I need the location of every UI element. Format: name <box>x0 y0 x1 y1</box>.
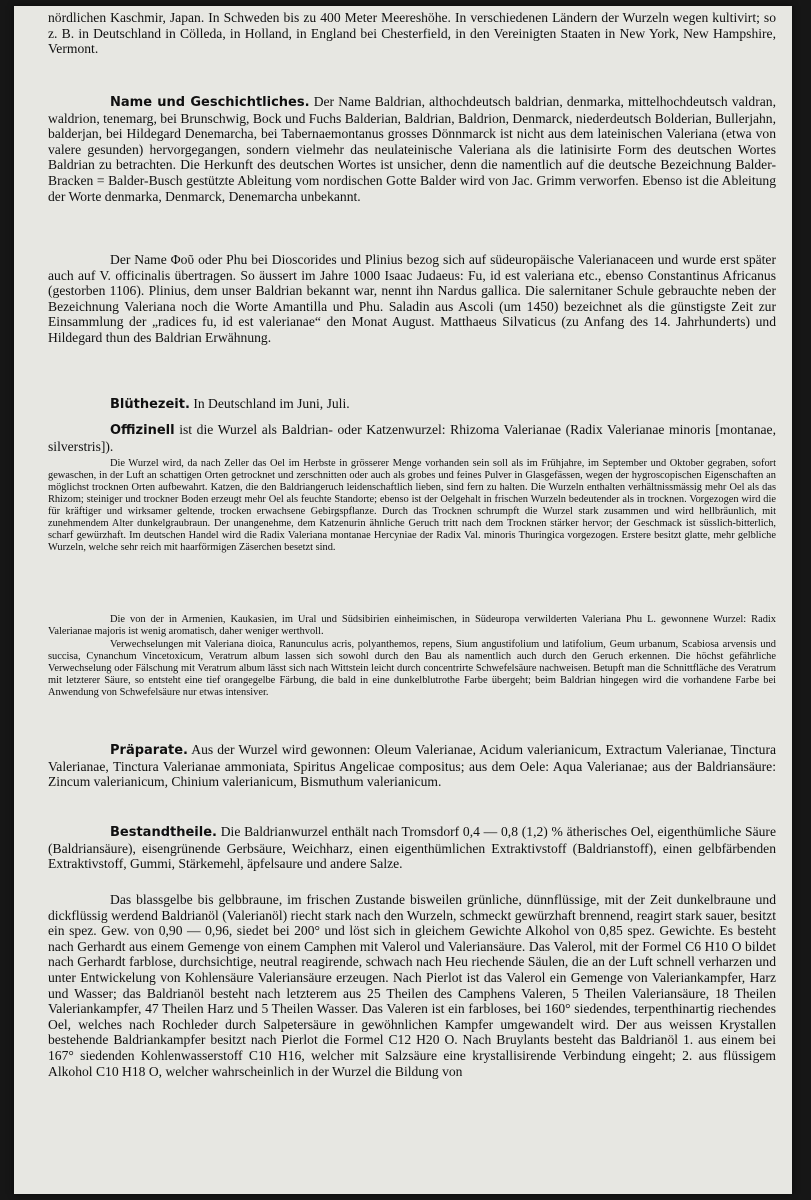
bestandtheile-paragraph <box>48 824 776 872</box>
bluethezeit-paragraph <box>48 396 776 413</box>
harvest-note: Die Wurzel wird, da nach Zeller das Oel im Herbste in grösserer Menge vorhanden sein soll als im Frühjahre, im September und Oktober gegraben, sofort gewaschen, in der Luft an schattigen Orten getrocknet und zerschnitten oder auch als grobes und feines Pulver in Glasgefässen, wegen der hygroscopischen Eigenschaften an möglichst trocknen Orten aufbewahrt. Katzen, die den Baldriangeruch leidenschaftlich lieben, sind fern zu halten. Die Wurzeln enthalten verhältnissmässig mehr Oel als das Rhizom; steiniger und trockner Boden erzeugt mehr Oel als feuchte Standorte; ebenso ist der Oelgehalt in frischen Wurzeln bedeutender als in trocknen. Vorgezogen wird die für kräftiger und wirksamer geltende, trocken erwachsene Gebirgspflanze. Durch das Trocknen schrumpft die Wurzel stark zusammen und wird hellbräunlich, mit zunehmendem Alter dunkelgraubraun. Der unangenehme, dem Katzenurin ähnliche Geruch tritt nach dem Trocknen stärker hervor; der Geschmack ist süsslich-bitterlich, scharf gewürzhaft. Im deutschen Handel wird die Radix Valeriana montanae Hercyniae der Radix Val. minoris Thuringica vorgezogen. Erstere besitzt glatte, mehr gelbliche Wurzeln, welche sehr reich mit haarförmigen Zäserchen besetzt sind. <box>48 458 776 553</box>
offizinell-text: ist die Wurzel als Baldrian- oder Katzenwurzel: Rhizoma Valerianae (Radix Valerianae minoris [montanae, silverstris]). <box>48 422 776 454</box>
praeparate-paragraph <box>48 742 776 790</box>
offizinell-heading: Offizinell <box>110 423 175 438</box>
praeparate-text: Aus der Wurzel wird gewonnen: Oleum Valerianae, Acidum valerianicum, Extractum Valerianae, Tinctura Valerianae, Tinctura Valerianae ammoniata, Spiritus Angelicae compositus; aus dem Oele: Aqua Valerianae; aus der Baldriansäure: Zincum valerianicum, Chinium valerianicum, Bismuthum valerianicum. <box>48 742 777 790</box>
intro-paragraph: nördlichen Kaschmir, Japan. In Schweden bis zu 400 Meter Meereshöhe. In verschiedenen Ländern der Wurzeln wegen kultivirt; so z. B. in Deutschland in Cölleda, in Holland, in England bei Chesterfield, in den Vereinigten Staaten in New York, New Hampshire, Vermont. <box>48 10 776 57</box>
praeparate-heading: Präparate. <box>110 743 188 758</box>
bluethezeit-heading: Blüthezeit. <box>110 397 190 412</box>
phu-root-note: Die von der in Armenien, Kaukasien, im Ural und Südsibirien einheimischen, in Südeuropa verwilderten Valeriana Phu L. gewonnene Wurzel: Radix Valerianae majoris ist wenig aromatisch, daher weniger werthvoll. <box>48 614 776 637</box>
baldrianoel-paragraph: Das blassgelbe bis gelbbraune, im frischen Zustande bisweilen grünliche, dünnflüssige, mit der Zeit dunkelbraune und dickflüssig werdend Baldrianöl (Valerianöl) riecht stark nach den Wurzeln, schmeckt gewürzhaft brennend, reagirt stark sauer, besitzt ein spez. Gew. von 0,90 — 0,96, siedet bei 200° und löst sich in gleichem Gewichte Alkohol von 0,85 spez. Gewichte. Es besteht nach Gerhardt aus einem Gemenge von einem Camphen mit Valerol und Valeriansäure. Das Valerol, mit der Formel C6 H10 O bildet nach Gerhardt farblose, durchsichtige, neutral reagirende, schwach nach Heu riechende Säulen, die an der Luft schnell verharzen und unter Entwickelung von Kohlensäure Valeriansäure erzeugen. Nach Pierlot ist das Valerol ein Gemenge von Valeriankampfer, Harz und Wasser; das Baldrianöl besteht nach letzterem aus 25 Theilen des Camphens Valeren, 5 Theilen Valeriansäure, 18 Theilen Valeriankampfer, 47 Theilen Harz und 5 Theilen Wasser. Das Valeren ist ein farbloses, bei 160° siedendes, terpenthinartig riechendes Oel, welches nach Rochleder durch Salpetersäure in gewöhnlichen Kampfer umgewandelt wird. Der aus weissen Krystallen bestehende Baldriankampfer besitzt nach Pierlot die Formel C12 H20 O. Nach Bruylants besteht das Baldrianöl 1. aus einem bei 167° siedenden Kohlenwasserstoff C10 H16, welcher mit Salzsäure eine krystallisirende Verbindung eingeht; 2. aus flüssigem Alkohol C10 H18 O, welcher wahrscheinlich in der Wurzel die Bildung von <box>48 892 776 1079</box>
bestandtheile-text: Die Baldrianwurzel enthält nach Tromsdorf 0,4 — 0,8 (1,2) % ätherisches Oel, eigenthümliche Säure (Baldriansäure), eisengrünende Gerbsäure, Weichharz, einen eigenthümlichen Extraktivstoff (Baldrianstoff), einen gelbfärbenden Extraktivstoff, Gummi, Stärkemehl, äpfelsaure und andere Salze. <box>48 824 776 872</box>
name-history-heading: Name und Geschichtliches. <box>110 95 310 110</box>
offizinell-paragraph <box>48 422 776 454</box>
bestandtheile-heading: Bestandtheile. <box>110 825 217 840</box>
phu-paragraph: Der Name Φοῦ oder Phu bei Dioscorides und Plinius bezog sich auf südeuropäische Valerianaceen und wurde erst später auch auf V. officinalis übertragen. So äussert im Jahre 1000 Isaac Judaeus: Fu, id est valeriana etc., ebenso Constantinus Africanus (gestorben 1106). Plinius, dem unser Baldrian bekannt war, nennt ihn Nardus gallica. Die salernitaner Schule gebrauchte neben der Bezeichnung Valeriana noch die Worte Amantilla und Phu. Saladin aus Ascoli (um 1450) bezeichnet als die günstigste Zeit zur Einsammlung der „radices fu, id est valerianae“ den Monat August. Matthaeus Silvaticus (zu Anfang des 14. Jahrhunderts) und Hildegard thun des Baldrian Erwähnung. <box>48 252 776 345</box>
book-page <box>14 6 792 1194</box>
name-history-paragraph <box>48 94 776 204</box>
bluethezeit-text: In Deutschland im Juni, Juli. <box>193 396 350 411</box>
confusion-note: Verwechselungen mit Valeriana dioica, Ranunculus acris, polyanthemos, repens, Sium angustifolium und latifolium, Geum urbanum, Scabiosa arvensis und succisa, Cynanchum Vincetoxicum, Veratrum album lassen sich sowohl durch den Bau als namentlich auch durch den Geruch erkennen. Die höchst gefährliche Verwechselung oder Fälschung mit Veratrum album lässt sich nach Wittstein leicht durch concentrirte Schwefelsäure nachweisen. Betupft man die Schnittfläche des Veratrum mit letzterer Säure, so entsteht eine tief orangegelbe Färbung, die bald in eine dunkelblutrothe Farbe übergeht; beim Baldrian hingegen wird die vorhandene Farbe bei Anwendung von Schwefelsäure nur etwas intensiver. <box>48 639 776 698</box>
name-history-text: Der Name Baldrian, althochdeutsch baldrian, denmarka, mittelhochdeutsch valdran, waldrion, tenemarg, bei Brunschwig, Bock und Fuchs Balderian, Baldrian, Baldrion, Denmarck, niederdeutsch Bolderian, Bullerjahn, balderjan, bei Hildegard Denemarcha, bei Tabernaemontanus grosses Dönnmarck ist nicht aus dem lateinischen Valeriana (etwa von valere gesunden) hervorgegangen, sondern vielmehr das neulateinische Valeriana als die latinisirte Form des deutschen Wortes Baldrian zu betrachten. Die Herkunft des deutschen Wortes ist unsicher, denn die namentlich auf die deutsche Bezeichnung Balder-Bracken = Balder-Busch gestützte Ableitung vom nordischen Gotte Balder wird von Jac. Grimm verworfen. Ebenso ist die Ableitung der Worte denmarka, Denmarck, Denemarcha unbekannt. <box>48 94 776 204</box>
